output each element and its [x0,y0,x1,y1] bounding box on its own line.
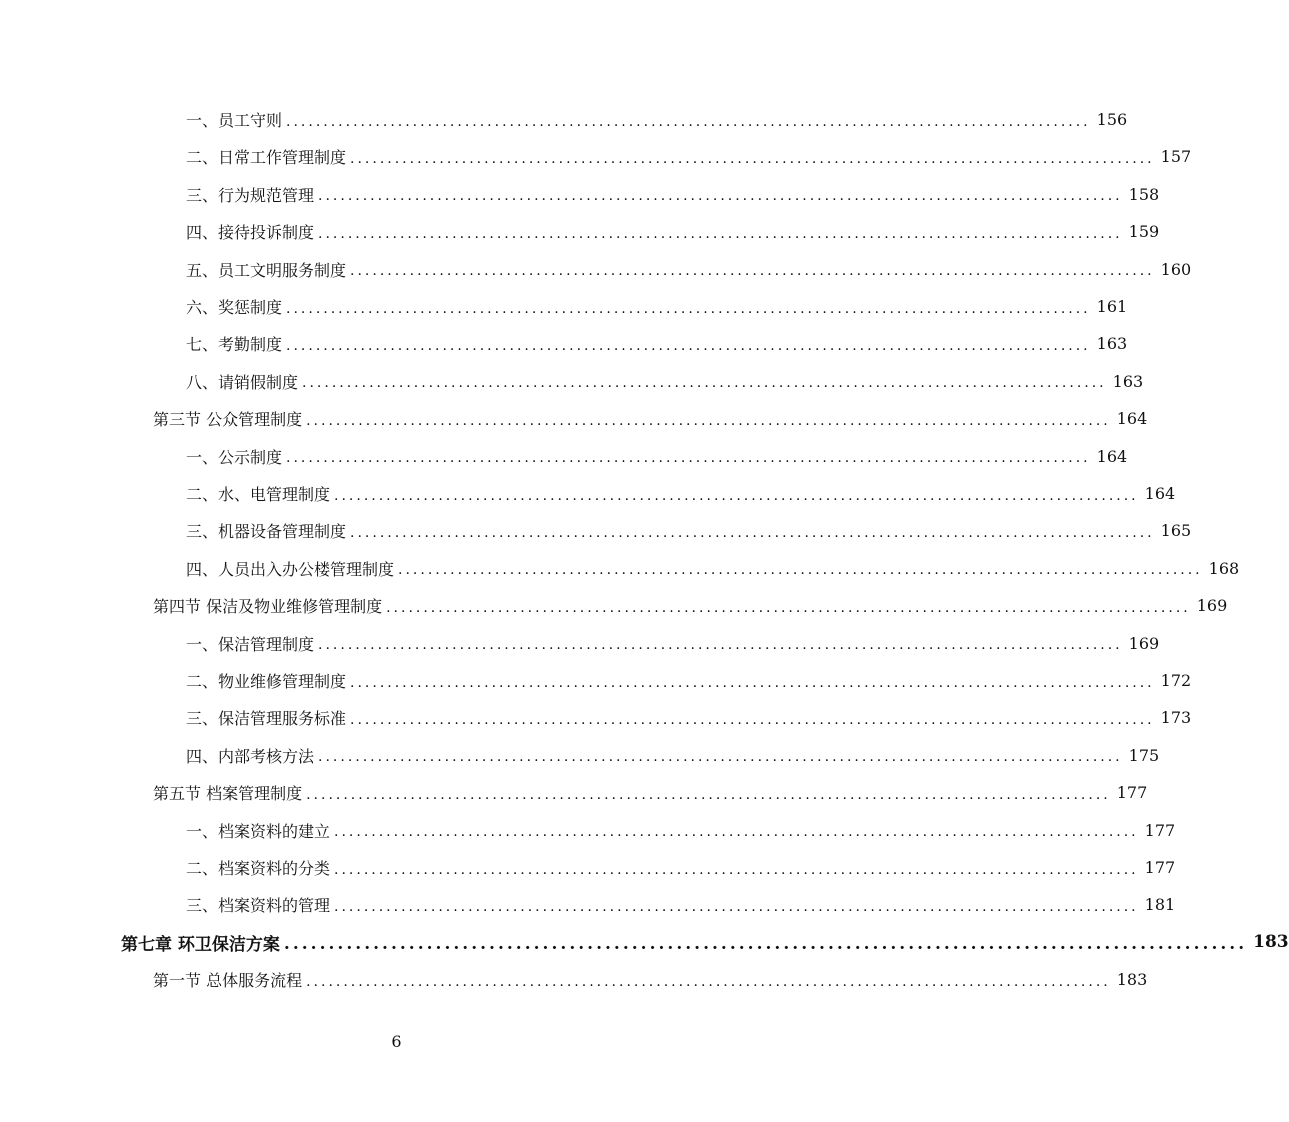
toc-entry-title: 一、档案资料的建立 [186,821,331,841]
toc-entry-page: 164 [1144,484,1176,503]
toc-entry-page: 169 [1196,596,1228,616]
toc-entry-title: 第一节 总体服务流程 [153,971,303,991]
toc-entry-page: 183 [1253,932,1289,953]
toc-entry-page: 157 [1160,147,1192,167]
dot-leader: ............................................................................................................ [334,487,1139,504]
toc-entry-title: 二、水、电管理制度 [186,485,331,504]
page-number: 6 [391,1032,402,1051]
toc-entry[interactable] [0,699,1192,736]
toc-entry-title: 四、人员出入办公楼管理制度 [186,559,395,579]
toc-entry-page: 177 [1116,783,1148,803]
toc-entry-title: 四、接待投诉制度 [186,223,315,243]
toc-entry[interactable] [0,774,1148,811]
toc-entry-title: 二、日常工作管理制度 [186,148,347,168]
toc-entry-page: 168 [1208,558,1240,578]
toc-entry[interactable] [0,924,1289,961]
toc-entry-title: 二、物业维修管理制度 [186,672,347,691]
toc-entry-title: 第三节 公众管理制度 [153,410,303,430]
toc-entry[interactable] [0,737,1160,774]
dot-leader: ............................................................................................................ [318,188,1123,205]
dot-leader: ............................................................................................................ [286,300,1091,317]
dot-leader: ............................................................................................................ [318,225,1123,242]
toc-entry-page: 163 [1096,334,1128,354]
dot-leader: ............................................................................................................ [386,599,1191,616]
dot-leader: ............................................................................................................ [350,263,1155,280]
toc-entry-title: 三、档案资料的管理 [186,896,331,916]
toc-entry-title: 第四节 保洁及物业维修管理制度 [153,597,383,617]
dot-leader: ............................................................................................................ [350,150,1155,167]
toc-entry[interactable] [0,213,1160,250]
toc-entry-page: 165 [1160,521,1192,541]
toc-entry-page: 169 [1128,633,1160,653]
toc-entry[interactable] [0,849,1176,886]
dot-leader: ............................................................................................................ [318,749,1123,766]
toc-entry-page: 181 [1144,895,1176,915]
toc-entry-title: 四、内部考核方法 [186,746,315,766]
toc-entry[interactable] [0,363,1144,400]
toc-entry-title: 五、员工文明服务制度 [186,260,347,280]
toc-entry-page: 159 [1128,222,1160,242]
toc-entry[interactable] [0,138,1192,175]
toc-entry-title: 七、考勤制度 [186,335,283,355]
dot-leader: ............................................................................................................ [334,861,1139,878]
toc-entry[interactable] [0,587,1228,624]
dot-leader: ............................................................................................................ [334,898,1139,915]
toc-entry-page: 156 [1096,110,1128,129]
toc-entry[interactable] [0,288,1128,325]
dot-leader: ............................................................................................................ [334,824,1139,841]
toc-entry-page: 158 [1128,184,1160,204]
dot-leader: ............................................................................................................ [286,337,1091,354]
toc-entry-page: 163 [1112,371,1144,391]
toc-entry-page: 177 [1144,858,1176,877]
dot-leader: ............................................................................................................ [350,711,1155,728]
toc-entry[interactable] [0,101,1128,138]
toc-entry-page: 173 [1160,708,1192,728]
dot-leader: ............................................................................................................ [318,637,1123,654]
dot-leader: ............................................................................................................ [350,524,1155,541]
toc-entry[interactable] [0,400,1148,437]
toc-entry[interactable] [0,625,1160,662]
toc-entry[interactable] [0,176,1160,213]
toc-entry-page: 183 [1116,970,1148,990]
toc-entry-title: 第七章 环卫保洁方案 [121,934,280,955]
toc-entry-page: 172 [1160,671,1192,690]
toc-entry[interactable] [0,812,1176,849]
toc-entry[interactable] [0,886,1176,923]
toc-entry-page: 164 [1096,446,1128,466]
dot-leader: ............................................................................................................ [286,450,1091,467]
dot-leader: ............................................................................................................ [286,113,1091,130]
dot-leader: ............................................................................................................ [283,933,1248,954]
dot-leader: ............................................................................................................ [302,375,1107,392]
toc-entry[interactable] [0,475,1176,512]
toc-entry[interactable] [0,438,1128,475]
toc-entry-page: 164 [1116,409,1148,429]
toc-entry[interactable] [0,961,1148,998]
dot-leader: ............................................................................................................ [306,786,1111,803]
dot-leader: ............................................................................................................ [350,674,1155,691]
toc-entry-title: 一、保洁管理制度 [186,634,315,654]
toc-entry-page: 175 [1128,745,1160,765]
toc-entry-title: 一、员工守则 [186,111,283,130]
toc-entry[interactable] [0,325,1128,362]
toc-entry-title: 二、档案资料的分类 [186,859,331,878]
toc-entry-page: 160 [1160,259,1192,279]
toc-entry-title: 一、公示制度 [186,447,283,467]
toc-entry-title: 八、请销假制度 [186,372,299,392]
dot-leader: ............................................................................................................ [306,412,1111,429]
toc-entry-title: 第五节 档案管理制度 [153,784,303,804]
toc-entry[interactable] [0,512,1192,549]
toc-entry[interactable] [0,662,1192,699]
toc-entry-page: 161 [1096,297,1128,316]
dot-leader: ............................................................................................................ [398,562,1203,579]
toc-entry[interactable] [0,251,1192,288]
dot-leader: ............................................................................................................ [306,973,1111,990]
toc-entry-title: 六、奖惩制度 [186,298,283,317]
toc-entry-title: 三、行为规范管理 [186,185,315,205]
toc-entry[interactable] [0,550,1240,587]
toc-entry-title: 三、机器设备管理制度 [186,522,347,542]
toc-entry-title: 三、保洁管理服务标准 [186,709,347,729]
toc-entry-page: 177 [1144,820,1176,840]
